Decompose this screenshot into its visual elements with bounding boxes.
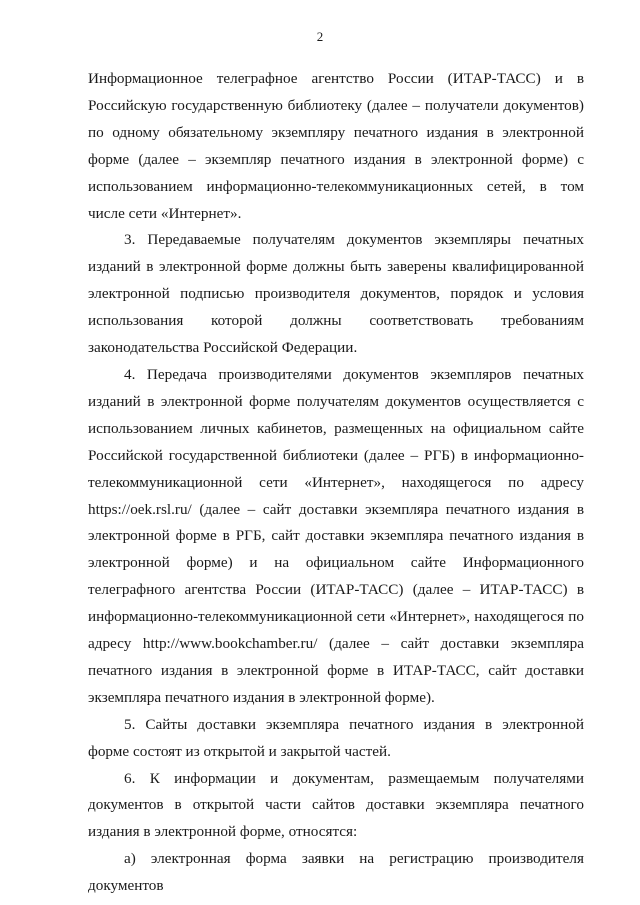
paragraph-4: 4. Передача производителями документов экземпляров печатных изданий в электронной форме получателям документов осуществляется с использованием личных кабинетов, размещенных на официальном сайте Российской государственной библиотеки (далее – РГБ) в информационно-телекоммуникационной сети «Интернет», находящегося по адресу https://oek.rsl.ru/ (далее – сайт доставки экземпляра печатного издания в электронной форме в РГБ, сайт доставки экземпляра печатного издания в электронной форме) и на официальном сайте Информационного телеграфного агентства России (ИТАР-ТАСС) (далее – ИТАР-ТАСС) в информационно-телекоммуникационной сети «Интернет», находящегося по адресу http://www.bookchamber.ru/ (далее – сайт доставки экземпляра печатного издания в электронной форме в ИТАР-ТАСС, сайт доставки экземпляра печатного издания в электронной форме). [88,365,584,706]
paragraph-3: 3. Передаваемые получателям документов экземпляры печатных изданий в электронной форме должны быть заверены квалифицированной электронной подписью производителя документов, порядок и условия использования которой должны соответствовать требованиям законодательства Российской Федерации. [88,231,584,357]
paragraph-6: 6. К информации и документам, размещаемым получателями документов в открытой части сайтов доставки экземпляра печатного издания в электронной форме, относятся: [88,769,584,841]
paragraph-continuation: Информационное телеграфное агентство России (ИТАР-ТАСС) и в Российскую государственную библиотеку (далее – получатели документов) по одному обязательному экземпляру печатного издания в электронной форме (далее – экземпляр печатного издания в электронной форме) с использованием информационно-телекоммуникационных сетей, в том числе сети «Интернет». [88,70,584,222]
paragraph-6a: а) электронная форма заявки на регистрацию производителя документов [88,850,584,895]
paragraph-5: 5. Сайты доставки экземпляра печатного издания в электронной форме состоят из открытой и закрытой частей. [88,715,584,760]
page-number: 2 [316,29,324,44]
document-body [88,66,584,900]
